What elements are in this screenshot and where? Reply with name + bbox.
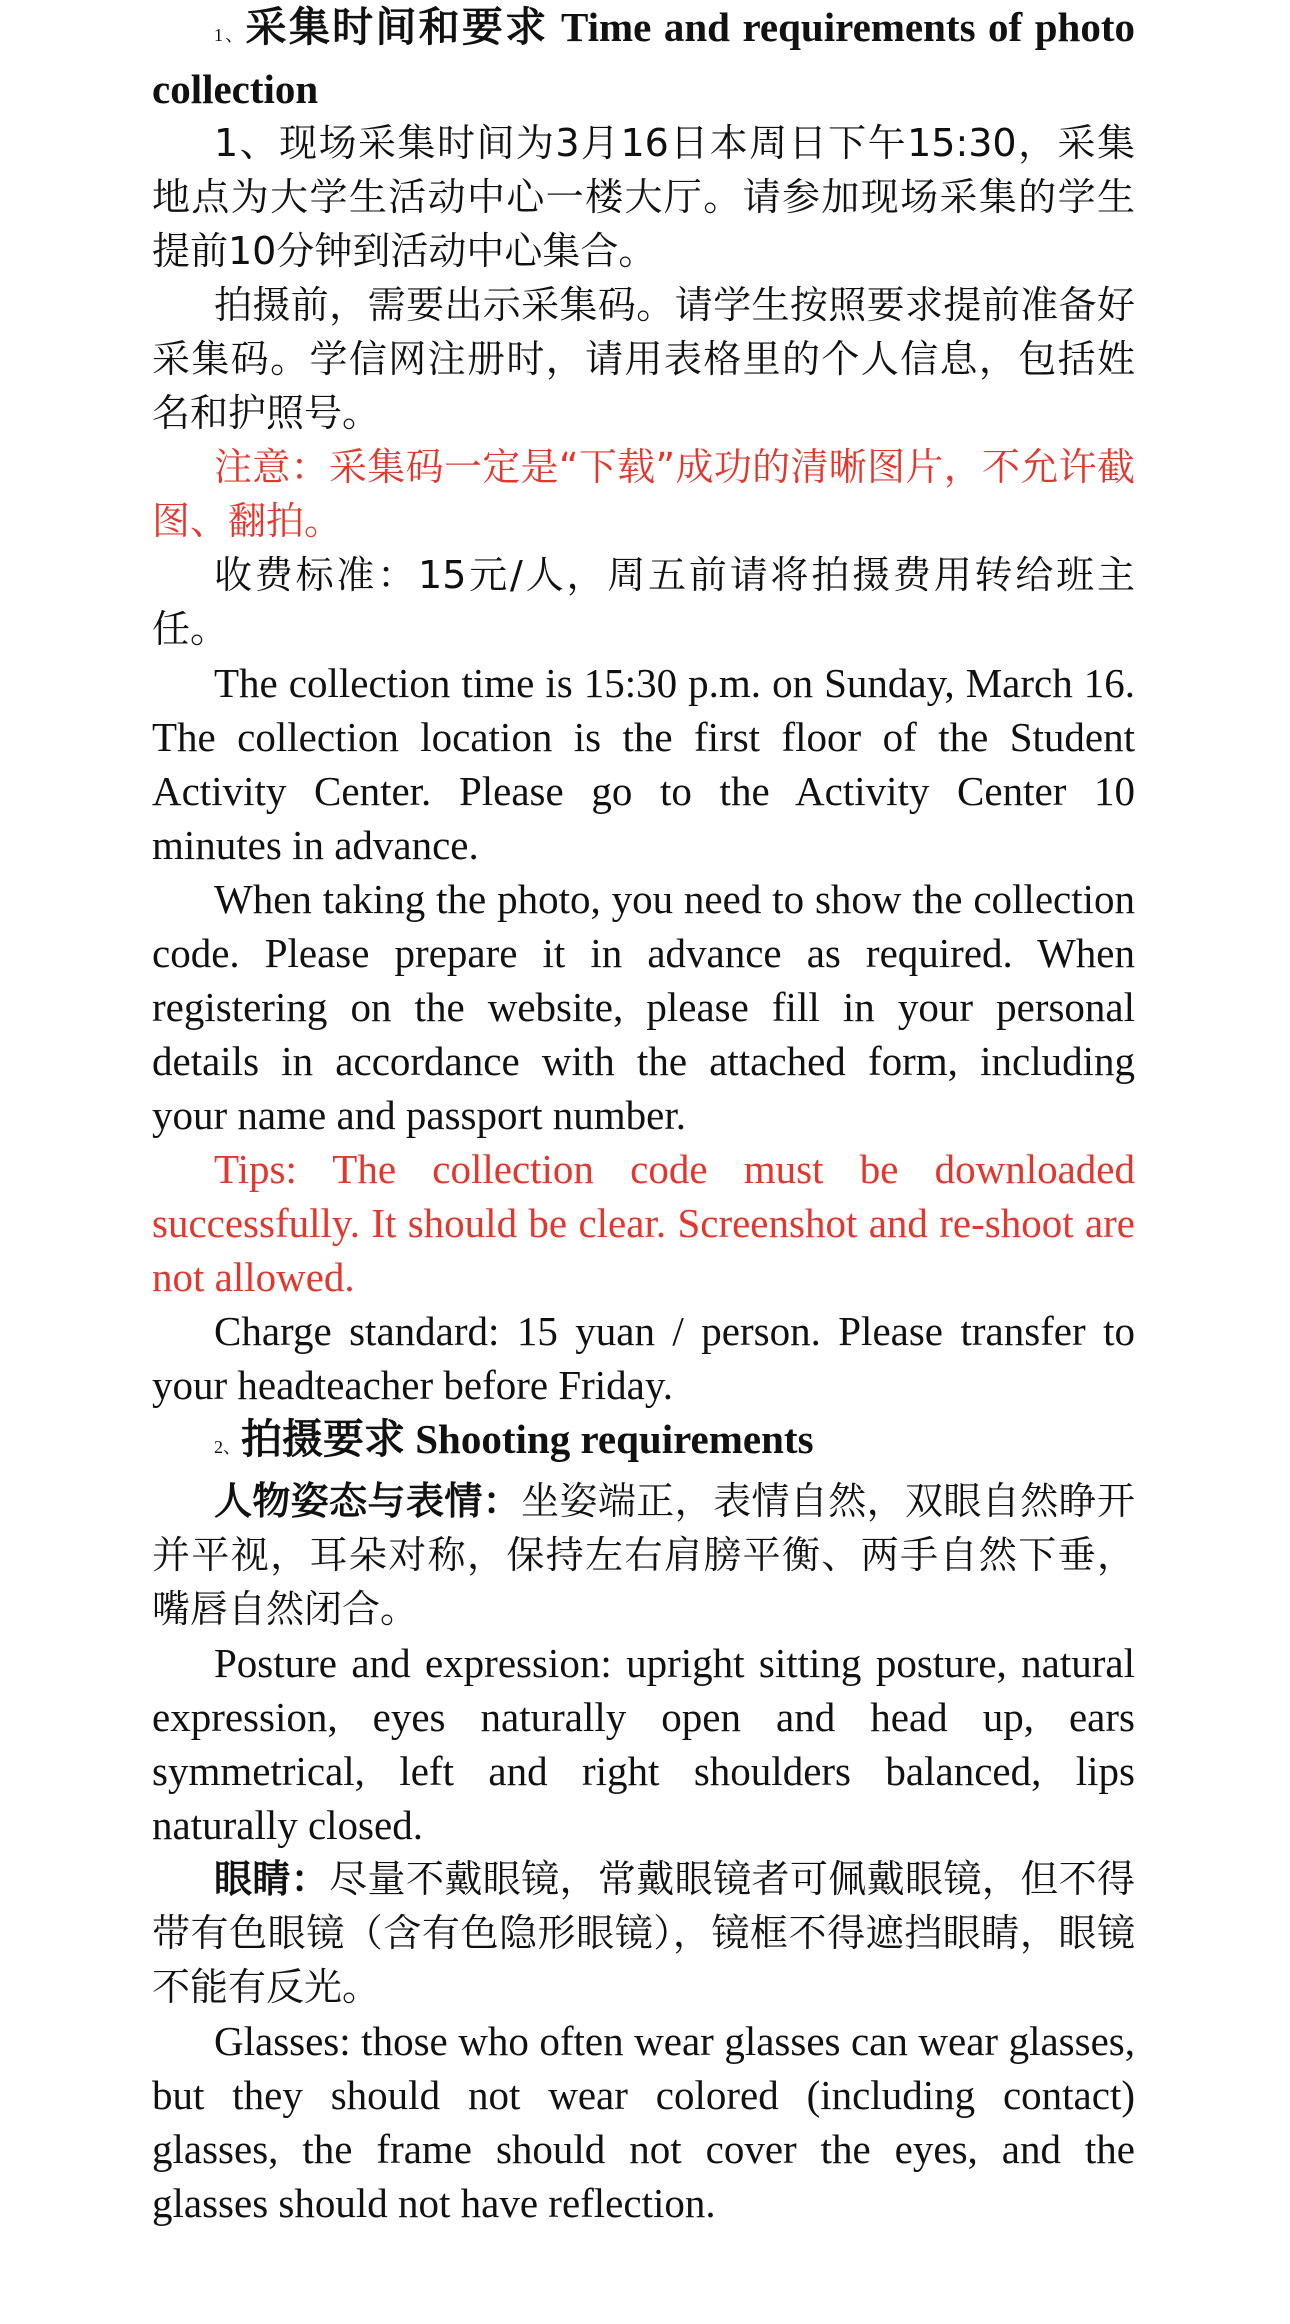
section-2-number: 2、 xyxy=(214,1437,241,1457)
zh-posture-paragraph xyxy=(152,1474,1135,1636)
en-posture-paragraph: Posture and expression: upright sitting posture, natural expression, eyes naturally open and head up, ears symmetrical, left and right shoulders balanced, lips naturally closed. xyxy=(152,1640,1135,1848)
en-fee-paragraph: Charge standard: 15 yuan / person. Please transfer to your headteacher before Friday. xyxy=(152,1308,1135,1408)
zh-fee-paragraph: 收费标准：15元/人，周五前请将拍摄费用转给班主任。 xyxy=(152,553,1135,651)
eyes-label: 眼睛： xyxy=(214,1857,330,1901)
posture-text: 坐姿端正，表情自然，双眼自然睁开并平视，耳朵对称，保持左右肩膀平衡、两手自然下垂，嘴唇自然闭合。 xyxy=(152,1479,1135,1631)
zh-collection-time-paragraph: 1、现场采集时间为3月16日本周日下午15:30，采集地点为大学生活动中心一楼大厅。请参加现场采集的学生提前10分钟到活动中心集合。 xyxy=(152,121,1135,273)
zh-eyes-paragraph xyxy=(152,1852,1135,2014)
section-2-heading xyxy=(152,1412,1135,1474)
eyes-text: 尽量不戴眼镜，常戴眼镜者可佩戴眼镜，但不得带有色眼镜（含有色隐形眼镜），镜框不得遮挡眼睛，眼镜不能有反光。 xyxy=(152,1857,1135,2009)
section-1-number: 1、 xyxy=(214,25,246,45)
section-1-heading xyxy=(152,0,1135,116)
zh-note-paragraph: 注意：采集码一定是“下载”成功的清晰图片，不允许截图、翻拍。 xyxy=(152,445,1135,543)
section-2-title: 拍摄要求 Shooting requirements xyxy=(241,1416,814,1462)
document-page xyxy=(152,0,1135,2230)
en-collection-time-paragraph: The collection time is 15:30 p.m. on Sunday, March 16. The collection location is the first floor of the Student Activity Center. Please go to the Activity Center 10 minutes in advance. xyxy=(152,660,1135,868)
section-1-title: 采集时间和要求 Time and requirements of photo collection xyxy=(152,4,1135,112)
en-collection-code-paragraph: When taking the photo, you need to show the collection code. Please prepare it in advance as required. When registering on the website, please fill in your personal details in accordance with the attached form, including your name and passport number. xyxy=(152,876,1135,1138)
en-tips-paragraph: Tips: The collection code must be downloaded successfully. It should be clear. Screenshot and re-shoot are not allowed. xyxy=(152,1146,1135,1300)
posture-label: 人物姿态与表情： xyxy=(214,1479,522,1523)
zh-collection-code-paragraph: 拍摄前，需要出示采集码。请学生按照要求提前准备好采集码。学信网注册时，请用表格里的个人信息，包括姓名和护照号。 xyxy=(152,283,1135,435)
en-glasses-paragraph: Glasses: those who often wear glasses can wear glasses, but they should not wear colored (including contact) glasses, the frame should not cover the eyes, and the glasses should not have reflection. xyxy=(152,2018,1135,2226)
